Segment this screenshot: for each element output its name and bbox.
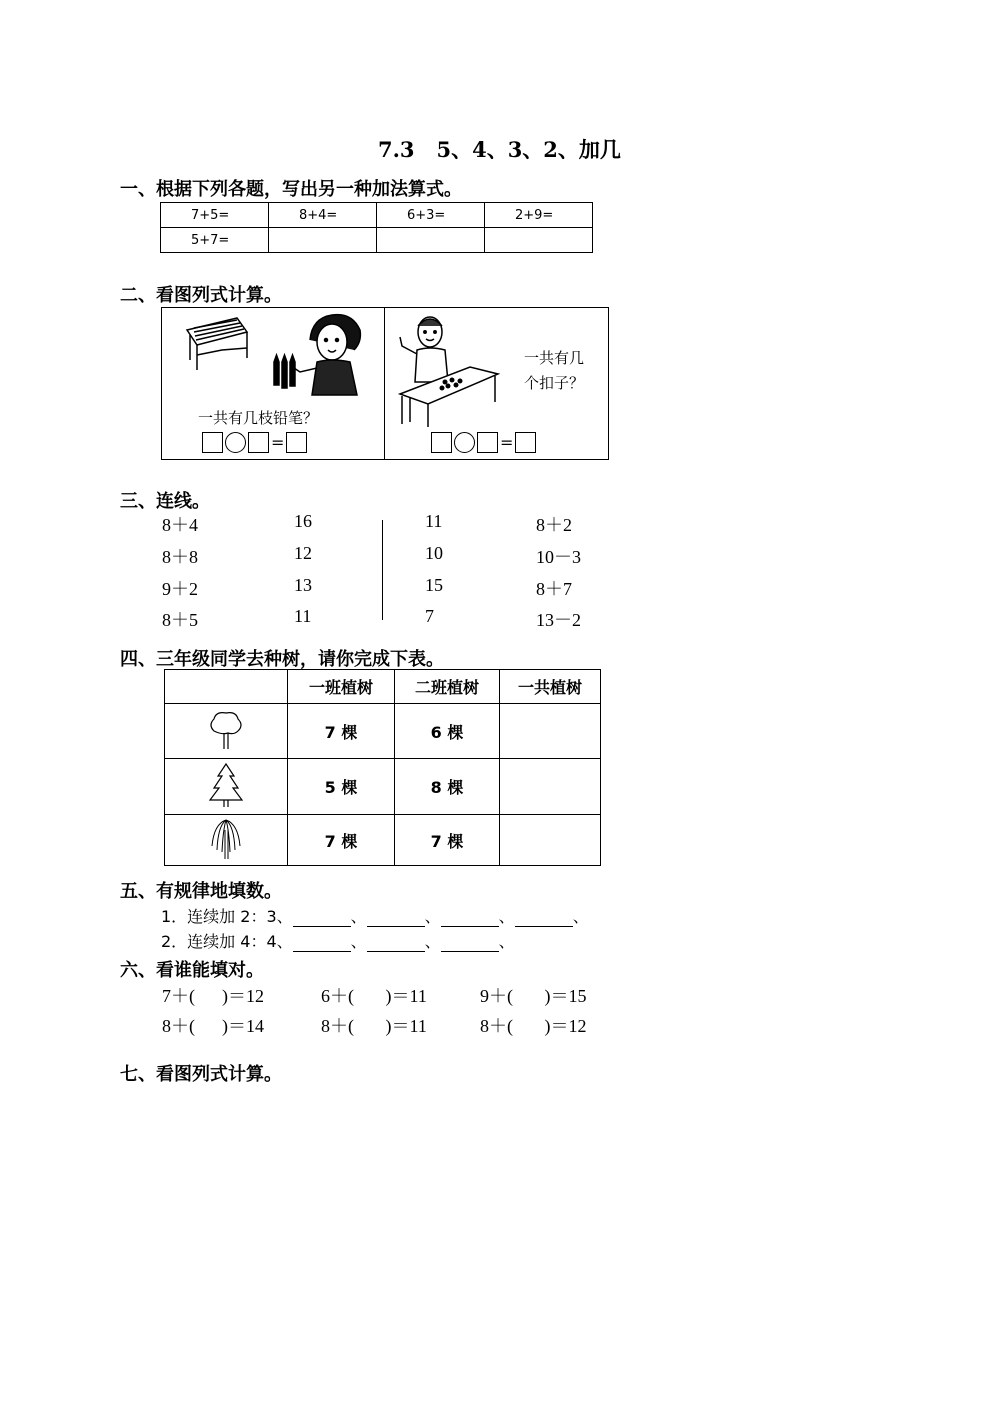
match-item[interactable]: 9＋2 [162,579,198,599]
sequence-prefix: 1．连续加 2：3、 [161,907,293,926]
section-1-heading: 一、根据下列各题，写出另一种加法算式。 [120,179,462,200]
answer-box[interactable] [431,432,452,453]
sequence-row-2 [161,929,515,952]
answer-cell[interactable] [500,815,601,866]
table-row [165,815,601,866]
answer-box[interactable] [202,432,223,453]
section-4-heading: 四、三年级同学去种树，请你完成下表。 [120,649,444,670]
answer-cell[interactable] [269,228,377,253]
operator-circle[interactable] [225,432,246,453]
page-title: 7.3 5、4、3、2、加几 [378,137,621,162]
table-row [165,759,601,815]
table-header: 一共植树 [500,670,601,704]
match-item[interactable]: 13 [294,575,312,595]
pencil-box-icon [187,318,247,370]
separator: 、 [424,907,441,926]
answer-cell[interactable] [485,228,593,253]
buttons-boy-illustration [390,312,510,427]
sequence-row-1 [161,904,589,927]
table-cell: 7 棵 [288,815,395,866]
table-header: 一班植树 [288,670,395,704]
boy-icon [400,317,448,382]
equals-sign: = [500,433,514,452]
answer-cell[interactable] [500,704,601,759]
table-cell: 7 棵 [395,815,500,866]
fill-blank[interactable] [367,937,425,952]
separator: 、 [498,932,515,951]
answer-box[interactable] [286,432,307,453]
table-cell: 5+7= [161,228,269,253]
table-header-empty [165,670,288,704]
tree-planting-table [164,669,601,866]
fill-equation[interactable]: 7＋( )＝12 [162,986,264,1006]
fill-blank[interactable] [367,912,425,927]
separator: 、 [424,932,441,951]
match-item[interactable]: 16 [294,511,312,531]
fill-blank[interactable] [441,937,499,952]
pencils-icon [274,355,295,388]
section-2-heading: 二、看图列式计算。 [120,285,282,306]
answer-cell[interactable] [500,759,601,815]
fill-equation[interactable]: 8＋( )＝11 [321,1016,427,1036]
pencils-girl-illustration [182,310,372,400]
match-item[interactable]: 8＋4 [162,515,198,535]
left-equation [202,432,307,453]
separator: 、 [350,932,367,951]
answer-box[interactable] [477,432,498,453]
fill-blank[interactable] [293,937,351,952]
separator: 、 [350,907,367,926]
section-6-heading: 六、看谁能填对。 [120,960,264,981]
answer-box[interactable] [515,432,536,453]
match-item[interactable]: 10 [425,543,443,563]
match-item[interactable]: 8＋7 [536,579,572,599]
answer-cell[interactable] [377,228,485,253]
table-cell: 8 棵 [395,759,500,815]
fill-equation[interactable]: 6＋( )＝11 [321,986,427,1006]
match-item[interactable]: 8＋5 [162,610,198,630]
match-item[interactable]: 10－3 [536,547,581,567]
pine-tree-icon [165,759,288,815]
willow-tree-icon [165,815,288,866]
sequence-prefix: 2．连续加 4：4、 [161,932,293,951]
match-item[interactable]: 15 [425,575,443,595]
fill-blank[interactable] [293,912,351,927]
operator-circle[interactable] [454,432,475,453]
match-item[interactable]: 8＋2 [536,515,572,535]
fill-equation[interactable]: 9＋( )＝15 [480,986,587,1006]
table-cell: 8+4= [269,203,377,228]
picture-divider [384,308,385,459]
table-cell: 2+9= [485,203,593,228]
fill-blank[interactable] [441,912,499,927]
match-item[interactable]: 8＋8 [162,547,198,567]
section-3-heading: 三、连线。 [120,491,210,512]
table-cell: 6+3= [377,203,485,228]
table-cell: 7 棵 [288,704,395,759]
match-item[interactable]: 7 [425,606,434,626]
match-item[interactable]: 11 [294,606,312,626]
fill-equation[interactable]: 8＋( )＝14 [162,1016,264,1036]
fill-equation[interactable]: 8＋( )＝12 [480,1016,587,1036]
round-tree-icon [165,704,288,759]
table-row [165,704,601,759]
matching-divider [382,520,383,620]
alt-addition-table [160,202,593,253]
right-problem-caption-1: 一共有几 [524,349,585,367]
answer-box[interactable] [248,432,269,453]
section-5-heading: 五、有规律地填数。 [120,881,282,902]
right-problem-caption-2: 个扣子？ [524,374,585,392]
match-item[interactable]: 13－2 [536,610,581,630]
fill-blank[interactable] [515,912,573,927]
separator: 、 [572,907,589,926]
left-problem-caption: 一共有几枝铅笔？ [198,409,319,427]
table-cell: 7+5= [161,203,269,228]
table-cell: 6 棵 [395,704,500,759]
match-item[interactable]: 12 [294,543,312,563]
table-cell: 5 棵 [288,759,395,815]
separator: 、 [498,907,515,926]
section-7-heading: 七、看图列式计算。 [120,1064,282,1085]
girl-icon [294,315,360,395]
match-item[interactable]: 11 [425,511,443,531]
right-equation [431,432,536,453]
picture-problem-box [161,307,609,460]
table-header: 二班植树 [395,670,500,704]
equals-sign: = [271,433,285,452]
